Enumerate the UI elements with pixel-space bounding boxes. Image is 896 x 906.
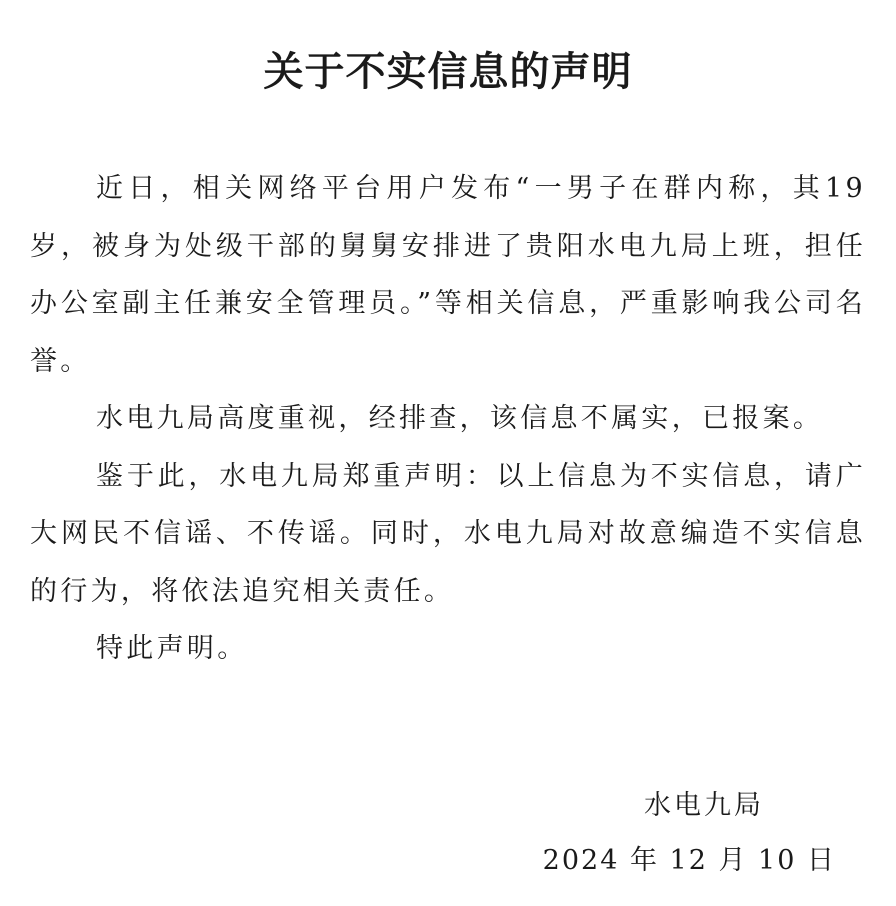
statement-body	[30, 160, 866, 678]
paragraph-closing: 特此声明。	[96, 633, 248, 664]
paragraph-declaration: 鉴于此，水电九局郑重声明：以上信息为不实信息，请广大网民不信谣、不传谣。同时，水电九局对故意编造不实信息的行为，将依法追究相关责任。	[30, 460, 866, 607]
signature-organization: 水电九局	[644, 790, 764, 821]
document-title: 关于不实信息的声明	[263, 48, 633, 95]
signature-date: 2024 年 12 月 10 日	[542, 845, 836, 876]
paragraph-incident: 近日，相关网络平台用户发布“一男子在群内称，其19岁，被身为处级干部的舅舅安排进了贵阳水电九局上班，担任办公室副主任兼安全管理员。”等相关信息，严重影响我公司名誉。	[30, 173, 866, 377]
paragraph-investigation: 水电九局高度重视，经排查，该信息不属实，已报案。	[96, 403, 824, 434]
